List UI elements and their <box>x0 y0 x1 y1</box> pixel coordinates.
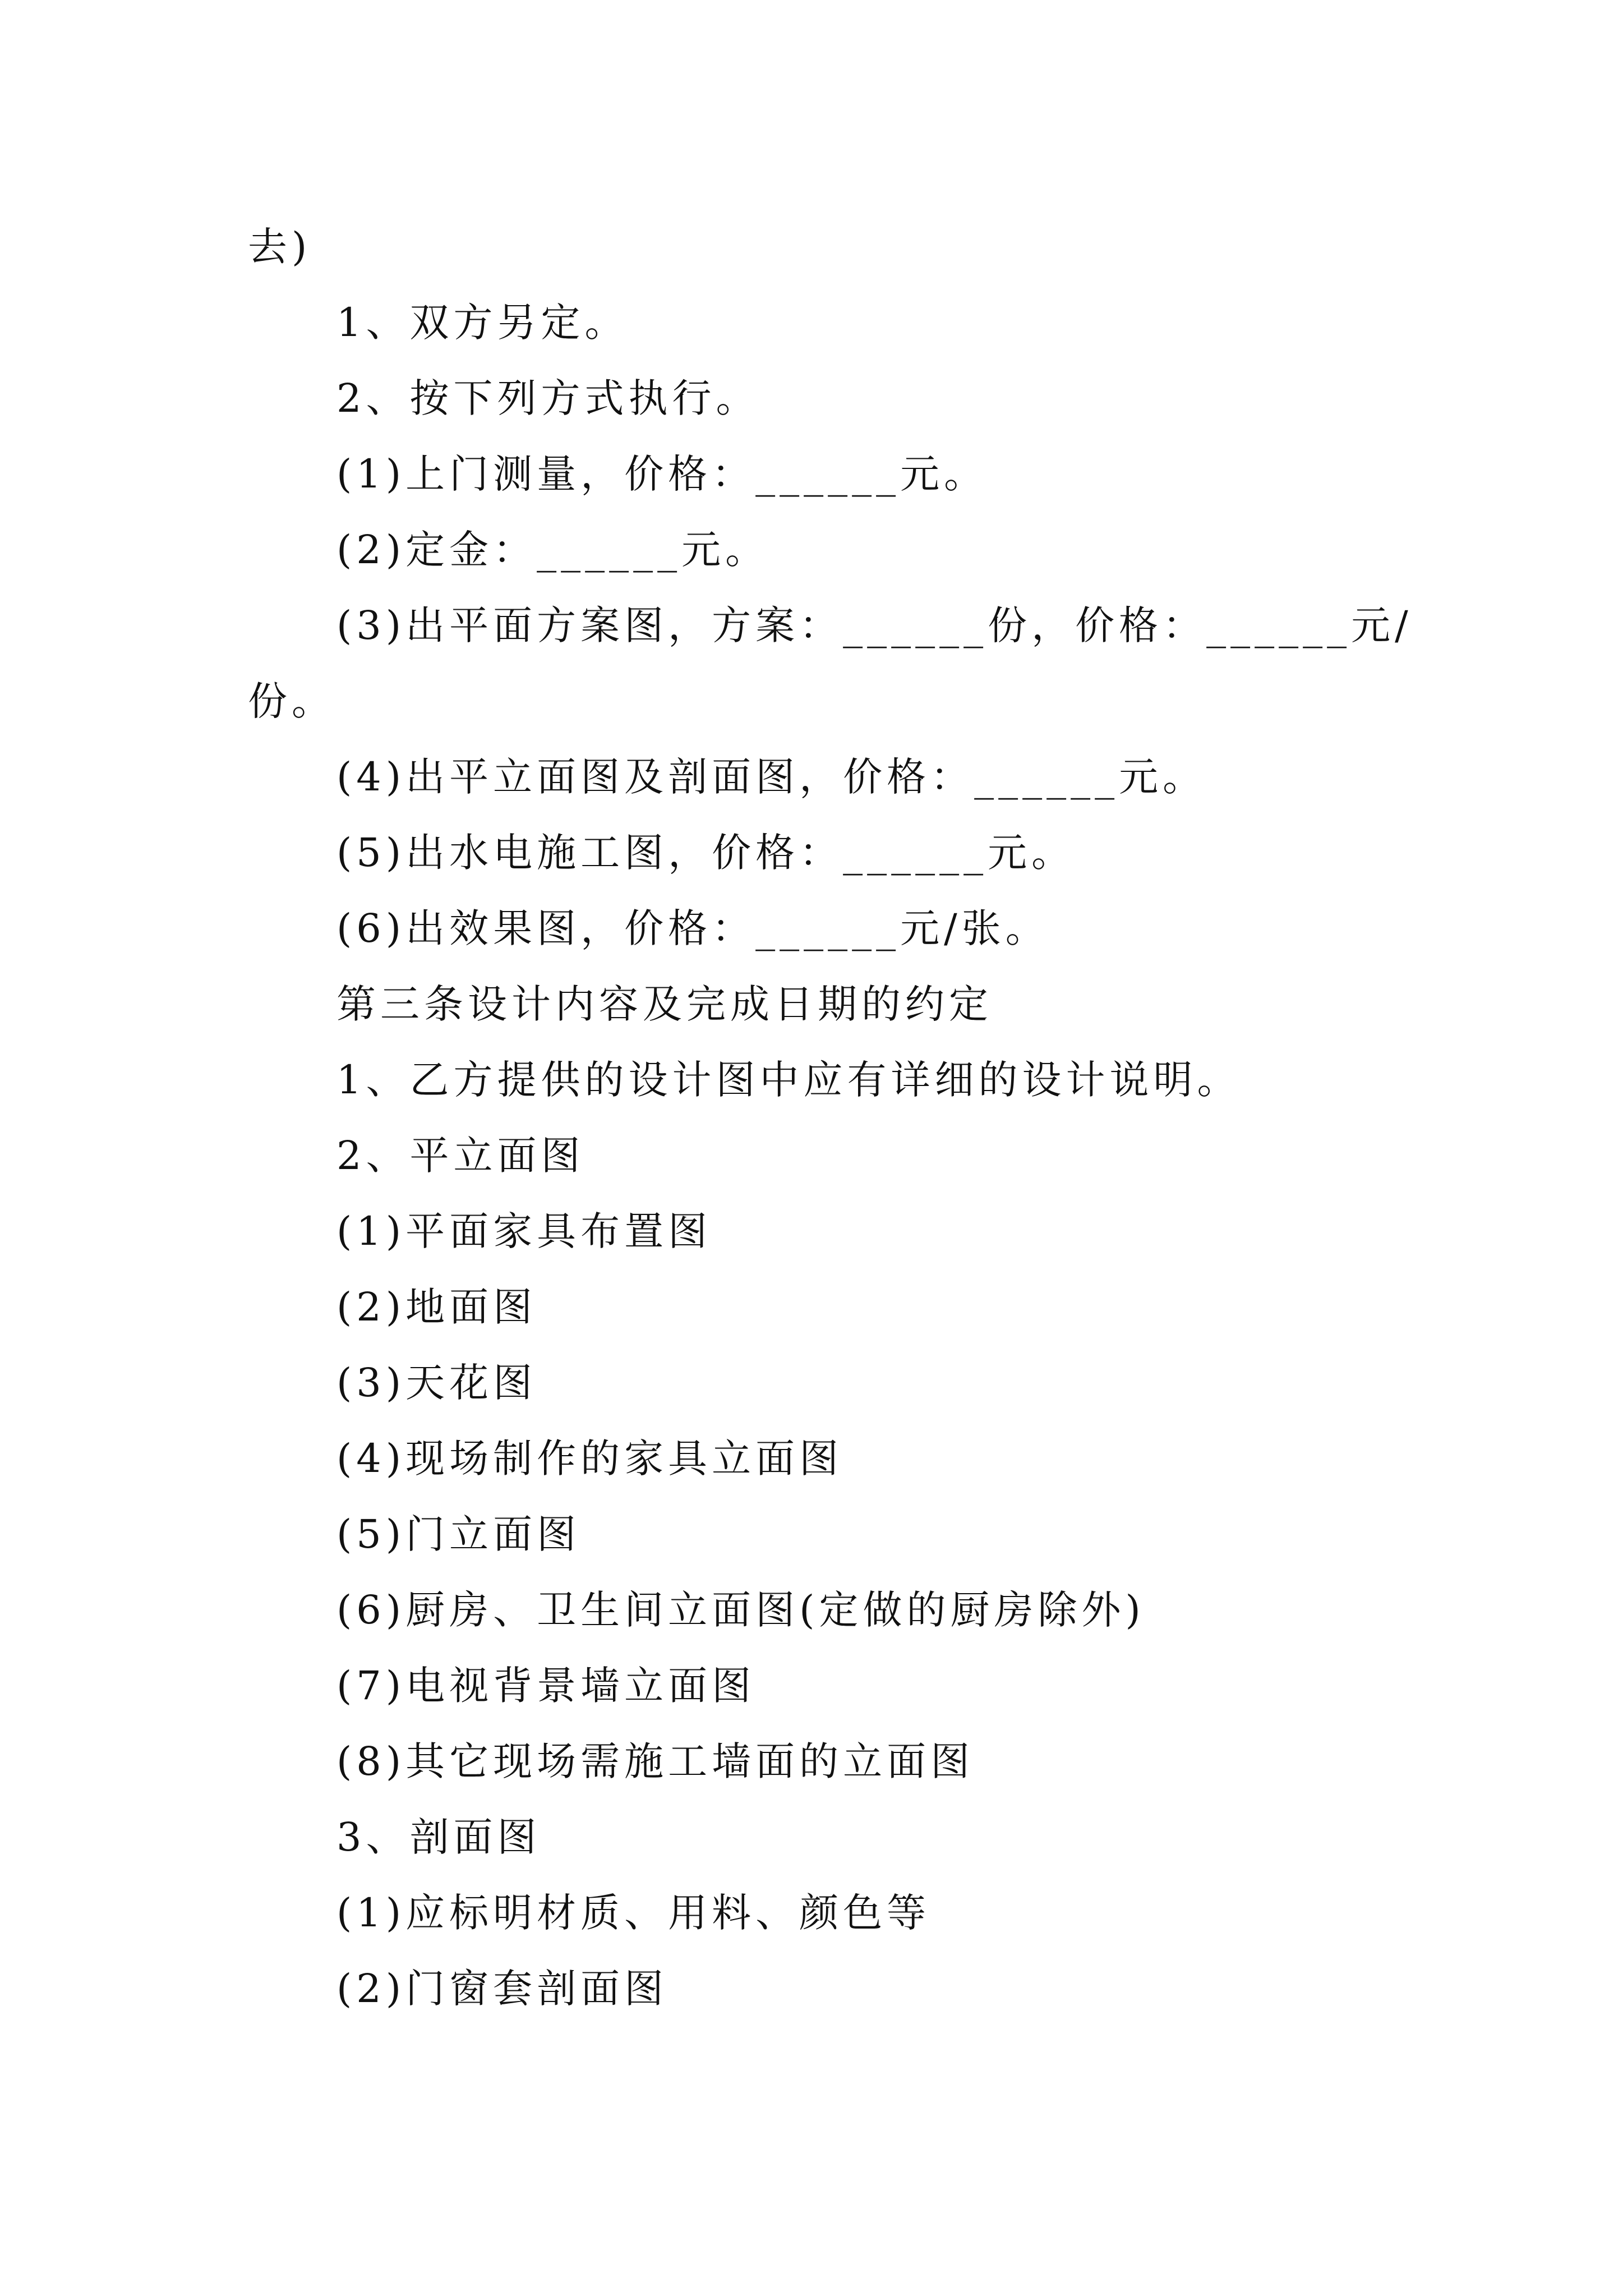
text-line-design-notes: 1、乙方提供的设计图中应有详细的设计说明。 <box>336 1057 1241 1103</box>
list-item-ceiling-plan: (3)天花图 <box>336 1360 537 1406</box>
list-item-other-walls-elevation: (8)其它现场需施工墙面的立面图 <box>336 1738 975 1784</box>
text-line-fee-deposit: (2)定金：______元。 <box>336 527 769 573</box>
text-line-fee-plumbing: (5)出水电施工图，价格：______元。 <box>336 830 1076 876</box>
text-line-fee-plan-cont: 份。 <box>248 678 335 724</box>
list-item-door-elevation: (5)门立面图 <box>336 1511 581 1557</box>
list-item-door-window-section: (2)门窗套剖面图 <box>336 1966 668 2012</box>
list-item-furniture-layout: (1)平面家具布置图 <box>336 1208 712 1254</box>
list-item-tv-wall-elevation: (7)电视背景墙立面图 <box>336 1663 756 1709</box>
text-line-option-2: 2、按下列方式执行。 <box>336 375 760 421</box>
text-line-fee-plan: (3)出平面方案图，方案：______份，价格：______元/ <box>336 602 1413 648</box>
text-line-fee-measurement: (1)上门测量，价格：______元。 <box>336 451 988 497</box>
section-heading-article-3: 第三条设计内容及完成日期的约定 <box>336 981 993 1027</box>
list-item-kitchen-bath-elevation: (6)厨房、卫生间立面图(定做的厨房除外) <box>336 1587 1145 1633</box>
text-line-continuation: 去) <box>248 224 312 270</box>
text-line-option-1: 1、双方另定。 <box>336 300 629 346</box>
text-line-fee-rendering: (6)出效果图，价格：______元/张。 <box>336 905 1049 951</box>
list-item-furniture-elevation: (4)现场制作的家具立面图 <box>336 1435 843 1481</box>
text-line-section-drawings: 3、剖面图 <box>336 1814 541 1860</box>
text-line-plan-elevation: 2、平立面图 <box>336 1133 585 1179</box>
list-item-floor-plan: (2)地面图 <box>336 1284 537 1330</box>
text-line-fee-elevation: (4)出平立面图及剖面图，价格：______元。 <box>336 754 1207 800</box>
list-item-materials: (1)应标明材质、用料、颜色等 <box>336 1890 931 1936</box>
